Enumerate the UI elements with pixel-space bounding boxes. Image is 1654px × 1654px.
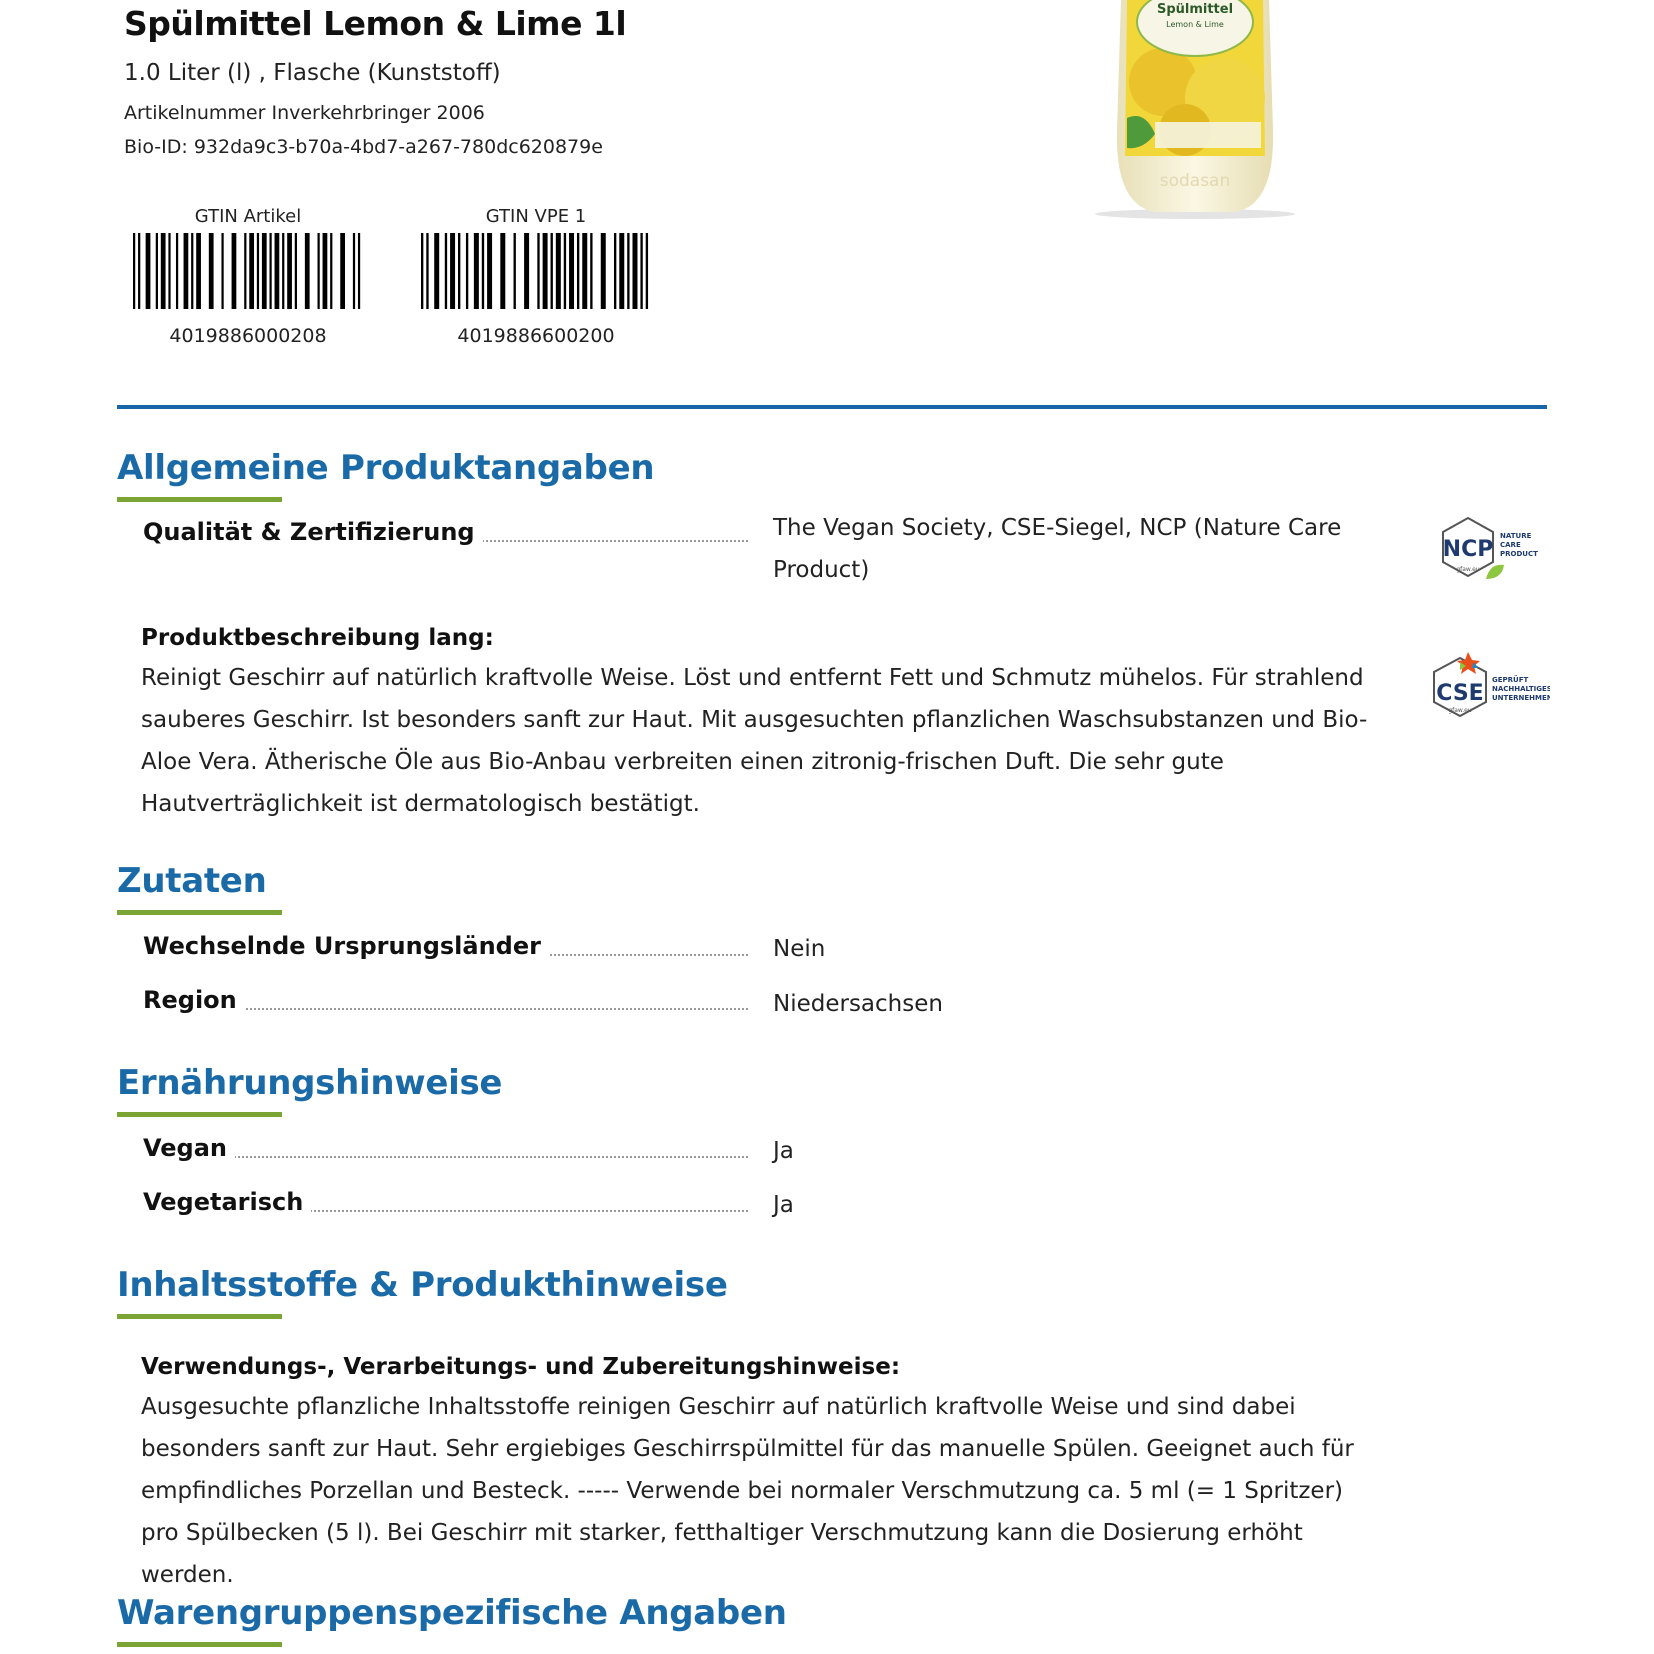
svg-text:UNTERNEHMEN: UNTERNEHMEN	[1492, 694, 1550, 702]
kv-value-origin-countries: Nein	[773, 936, 826, 962]
bottle-label: Spülmittel	[1156, 2, 1234, 17]
barcode-icon	[133, 233, 363, 309]
svg-text:PRODUCT: PRODUCT	[1500, 550, 1538, 558]
description-heading: Produktbeschreibung lang:	[141, 625, 494, 651]
barcode-icon	[421, 233, 651, 309]
cse-logo-icon	[1430, 652, 1550, 728]
section-heading-general: Allgemeine Produktangaben	[117, 448, 655, 488]
kv-label-vegan: Vegan	[143, 1134, 235, 1162]
kv-label-region: Region	[143, 986, 245, 1014]
gtin-vpe	[416, 206, 656, 347]
gtin-article-number: 4019886000208	[169, 325, 327, 347]
kv-label-vegetarian: Vegetarisch	[143, 1188, 311, 1216]
section-heading-ingredients: Zutaten	[117, 861, 267, 901]
svg-text:gfaw.eu: gfaw.eu	[1456, 566, 1480, 573]
gtin-vpe-label: GTIN VPE 1	[485, 206, 587, 227]
bottle-brand: sodasan	[1159, 171, 1231, 191]
quality-label: Qualität & Zertifizierung	[143, 518, 483, 546]
bottle-icon	[1085, 0, 1305, 222]
usage-heading: Verwendungs-, Verarbeitungs- und Zubereitungshinweise:	[141, 1354, 901, 1380]
gtin-article-label: GTIN Artikel	[194, 206, 302, 227]
gtin-article	[128, 206, 368, 347]
product-title: Spülmittel Lemon & Lime 1l	[124, 4, 627, 43]
bio-id: Bio-ID: 932da9c3-b70a-4bd7-a267-780dc620879e	[124, 136, 603, 158]
section-underline	[117, 1314, 282, 1319]
kv-value-region: Niedersachsen	[773, 991, 943, 1017]
bottle-sublabel: Lemon & Lime	[1166, 20, 1224, 29]
svg-text:NCP: NCP	[1442, 537, 1494, 562]
svg-text:CARE: CARE	[1500, 541, 1521, 549]
description-text: Reinigt Geschirr auf natürlich kraftvolle Weise. Löst und entfernt Fett und Schmutz mühelos. Für strahlend sauberes Geschirr. Ist besonders sanft zur Haut. Mit ausgesuchten pflanzlichen Waschsubstanzen und Bio-Aloe Vera. Ätherische Öle aus Bio-Anbau verbreiten einen zitronig-frischen Duft. Die sehr gute Hautverträglichkeit ist dermatologisch bestätigt.	[141, 665, 1368, 817]
section-underline	[117, 1642, 282, 1647]
cse-badge	[1430, 652, 1550, 724]
gtin-vpe-number: 4019886600200	[457, 325, 615, 347]
ncp-badge	[1438, 515, 1548, 587]
svg-text:NATURE: NATURE	[1500, 532, 1532, 540]
svg-text:GEPRÜFT: GEPRÜFT	[1492, 676, 1529, 684]
header-divider	[117, 405, 1547, 409]
product-subtitle: 1.0 Liter (l) , Flasche (Kunststoff)	[124, 60, 501, 86]
kv-label-origin-countries: Wechselnde Ursprungsländer	[143, 932, 549, 960]
section-heading-nutrition: Ernährungshinweise	[117, 1063, 503, 1103]
svg-text:gfaw.eu: gfaw.eu	[1448, 707, 1472, 714]
product-image	[1085, 0, 1305, 222]
svg-text:NACHHALTIGES: NACHHALTIGES	[1492, 685, 1550, 693]
section-heading-group: Warengruppenspezifische Angaben	[117, 1593, 787, 1633]
usage-text: Ausgesuchte pflanzliche Inhaltsstoffe reinigen Geschirr auf natürlich kraftvolle Weise und sind dabei besonders sanft zur Haut. Sehr ergiebiges Geschirrspülmittel für das manuelle Spülen. Geeignet auch für empfindliches Porzellan und Besteck. ----- Verwende bei normaler Verschmutzung ca. 5 ml (= 1 Spritzer) pro Spülbecken (5 l). Bei Geschirr mit starker, fetthaltiger Verschmutzung kann die Dosierung erhöht werden.	[141, 1394, 1354, 1588]
section-underline	[117, 910, 282, 915]
quality-value: The Vegan Society, CSE-Siegel, NCP (Nature Care Product)	[773, 515, 1342, 583]
section-underline	[117, 497, 282, 502]
kv-value-vegetarian: Ja	[773, 1192, 794, 1218]
section-underline	[117, 1112, 282, 1117]
svg-text:CSE: CSE	[1436, 681, 1484, 706]
kv-value-vegan: Ja	[773, 1138, 794, 1164]
article-number: Artikelnummer Inverkehrbringer 2006	[124, 102, 485, 124]
section-heading-contents: Inhaltsstoffe & Produkthinweise	[117, 1265, 728, 1305]
ncp-logo-icon	[1438, 515, 1548, 587]
